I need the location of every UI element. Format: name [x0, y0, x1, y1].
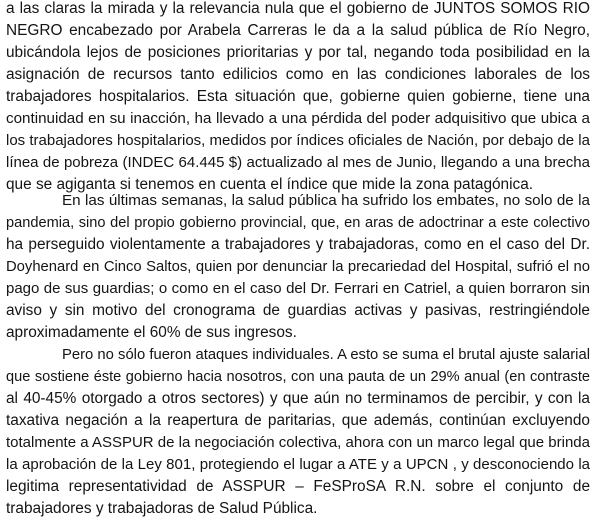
text-line: Pero no sólo fueron ataques individuales. A esto se suma el brutal ajuste salarial [62, 347, 590, 363]
text-line: la aprobación de la Ley 801, protegiendo el lugar a ATE y a UPCN , y desconociendo la [6, 456, 590, 473]
paragraph-3 [6, 344, 590, 520]
text-line: pago de sus guardias; o como en el caso del Dr. Ferrari en Catriel, a quien borraron sin [6, 280, 590, 297]
text-line: que sostiene éste gobierno hacia nosotros, con una pauta de un 29% anual (en contraste [6, 369, 590, 385]
text-line: aproximadamente el 60% de sus ingresos. [6, 324, 297, 341]
text-line: NEGRO encabezado por Arabela Carreras le da a la salud pública de Río Negro, [6, 22, 590, 39]
text-line: línea de pobreza (INDEC 64.445 $) actualizado al mes de Junio, llegando a una brecha [6, 154, 590, 171]
text-line: al 40-45% otorgado a otros sectores) y que aún no terminamos de percibir, y con la [6, 390, 590, 407]
text-line: En las últimas semanas, la salud pública ha sufrido los embates, no solo de la [62, 192, 590, 209]
text-line: aviso y sin motivo del cronograma de guardias activas y pasivas, restringiéndole [6, 302, 590, 319]
text-line: Doyhenard en Cinco Saltos, quien por denunciar la precariedad del Hospital, sufrió el no [6, 259, 590, 275]
text-line: taxativa negación a la reapertura de paritarias, que además, continúan excluyendo [6, 412, 590, 429]
text-line: asignación de recursos tanto edilicios como en las condiciones laborales de los [6, 66, 590, 83]
text-line: los trabajadores hospitalarios, medidos por índices oficiales de Nación, por debajo de la [6, 132, 590, 149]
text-line: a las claras la mirada y la relevancia nula que el gobierno de JUNTOS SOMOS RIO [6, 0, 590, 17]
text-line: que se agiganta si tenemos en cuenta el índice que mide la zona patagónica. [6, 176, 534, 193]
text-line: trabajadores hospitalarios. Esta situación que, gobierne quien gobierne, tiene una [6, 88, 590, 105]
text-line: ubicándola lejos de posiciones prioritarias y por tal, negando toda posibilidad en la [6, 44, 590, 61]
text-line: continuidad en su inacción, ha llevado a una pérdida del poder adquisitivo que ubica a [6, 110, 590, 127]
text-line: totalmente a ASSPUR de la negociación colectiva, ahora con un marco legal que brinda [6, 434, 590, 451]
paragraph-2 [6, 190, 590, 344]
text-line: ha perseguido violentamente a trabajadores y trabajadoras, como en el caso del Dr. [6, 236, 590, 253]
paragraph-1 [6, 0, 590, 196]
text-line: legitima representatividad de ASSPUR – FeSProSA R.N. sobre el conjunto de [6, 478, 590, 495]
text-line: trabajadores y trabajadoras de Salud Pública. [6, 500, 318, 517]
text-line: pandemia, sino del propio gobierno provincial, que, en aras de adoctrinar a este colectivo [6, 215, 590, 231]
